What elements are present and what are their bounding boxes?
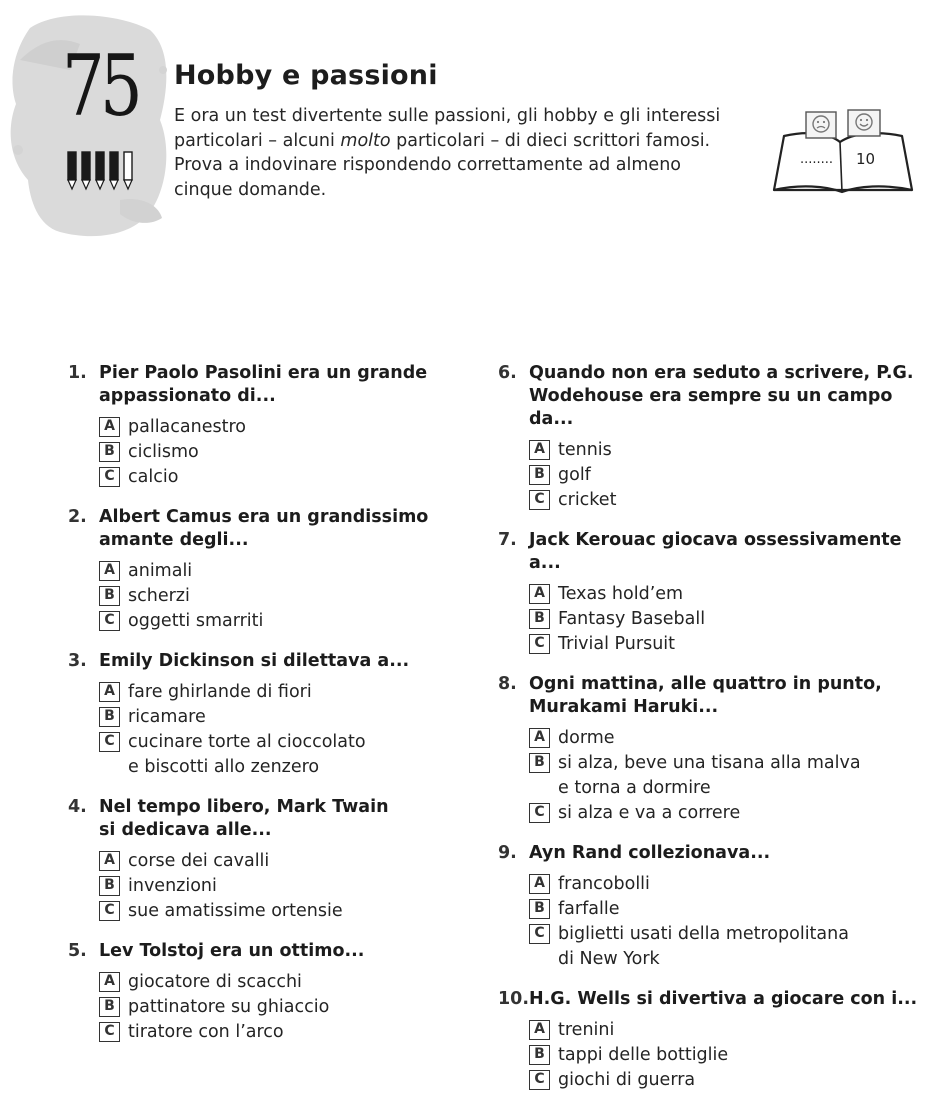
answer-options — [99, 849, 468, 924]
answer-option[interactable] — [99, 995, 468, 1020]
answer-letter-box[interactable]: A — [99, 417, 120, 437]
answer-letter-box[interactable]: B — [99, 876, 120, 896]
question-number: 8. — [498, 674, 517, 694]
answer-letter-box[interactable]: A — [529, 440, 550, 460]
answer-text: Trivial Pursuit — [558, 634, 676, 654]
answer-option[interactable] — [99, 609, 468, 634]
answer-options — [99, 680, 468, 780]
answer-text: trenini — [558, 1020, 615, 1040]
answer-options — [529, 438, 918, 513]
answer-option[interactable] — [529, 1018, 918, 1043]
question-text: H.G. Wells si divertiva a giocare con i... — [529, 989, 918, 1009]
intro-text — [174, 104, 734, 202]
answer-letter-box[interactable]: A — [99, 972, 120, 992]
pencil-filled-icon — [68, 152, 76, 189]
answer-text: scherzi — [128, 586, 190, 606]
answer-text: ciclismo — [128, 442, 199, 462]
question-header — [498, 842, 918, 865]
answer-option[interactable] — [529, 632, 918, 657]
answer-options — [99, 559, 468, 634]
question-header — [68, 650, 468, 673]
question-8 — [498, 673, 918, 826]
question-4 — [68, 796, 468, 924]
answer-text: sue amatissime ortensie — [128, 901, 343, 921]
page-title: Hobby e passioni — [174, 60, 438, 91]
answer-option[interactable] — [529, 488, 918, 513]
answer-text: oggetti smarriti — [128, 611, 264, 631]
questions-left-column — [68, 362, 468, 1061]
answer-text: si alza e va a correre — [558, 803, 741, 823]
answer-option[interactable] — [529, 801, 918, 826]
answer-option[interactable] — [529, 1043, 918, 1068]
question-number: 2. — [68, 507, 87, 527]
answer-letter-box[interactable]: B — [99, 586, 120, 606]
answer-letter-box[interactable]: C — [99, 467, 120, 487]
answer-text: farfalle — [558, 899, 620, 919]
question-header — [498, 988, 918, 1011]
score-blank[interactable]: ........ — [800, 152, 834, 167]
answer-text: biglietti usati della metropolitana di New York — [558, 924, 849, 969]
answer-letter-box[interactable]: C — [529, 490, 550, 510]
pencil-filled-icon — [96, 152, 104, 189]
answer-options — [529, 726, 918, 826]
answer-text: Fantasy Baseball — [558, 609, 706, 629]
answer-option[interactable] — [529, 872, 918, 897]
answer-option[interactable] — [99, 874, 468, 899]
question-header — [68, 796, 468, 842]
answer-text: pattinatore su ghiaccio — [128, 997, 330, 1017]
answer-option[interactable] — [99, 1020, 468, 1045]
question-number: 1. — [68, 363, 87, 383]
answer-letter-box[interactable]: B — [99, 707, 120, 727]
answer-option[interactable] — [99, 970, 468, 995]
answer-text: dorme — [558, 728, 615, 748]
pencil-empty-icon — [124, 152, 132, 189]
answer-letter-box[interactable]: B — [529, 899, 550, 919]
pencil-filled-icon — [110, 152, 118, 189]
answer-letter-box[interactable]: C — [99, 901, 120, 921]
question-header — [498, 362, 918, 431]
answer-option[interactable] — [99, 415, 468, 440]
happy-face-icon — [848, 110, 880, 136]
answer-options — [99, 970, 468, 1045]
answer-option[interactable] — [529, 607, 918, 632]
answer-letter-box[interactable]: A — [529, 874, 550, 894]
answer-option[interactable] — [529, 463, 918, 488]
answer-option[interactable] — [529, 726, 918, 751]
answer-text: cucinare torte al cioccolato e biscotti allo zenzero — [128, 732, 366, 777]
answer-letter-box[interactable]: B — [529, 1045, 550, 1065]
answer-text: Texas hold’em — [558, 584, 684, 604]
question-text: Pier Paolo Pasolini era un grande appassionato di... — [99, 363, 428, 406]
question-header — [68, 940, 468, 963]
page-number: 75 — [62, 37, 138, 135]
answer-option[interactable] — [99, 849, 468, 874]
question-number: 6. — [498, 363, 517, 383]
answer-letter-box[interactable]: A — [529, 1020, 550, 1040]
question-text: Ogni mattina, alle quattro in punto, Murakami Haruki... — [529, 674, 882, 717]
answer-option[interactable] — [99, 584, 468, 609]
answer-letter-box[interactable]: A — [99, 682, 120, 702]
answer-option[interactable] — [99, 705, 468, 730]
question-text: Albert Camus era un grandissimo amante degli... — [99, 507, 429, 550]
question-6 — [498, 362, 918, 513]
question-2 — [68, 506, 468, 634]
answer-options — [99, 415, 468, 490]
question-10 — [498, 988, 918, 1093]
answer-option[interactable] — [529, 897, 918, 922]
intro-emphasis: molto — [340, 130, 391, 151]
answer-letter-box[interactable]: B — [99, 997, 120, 1017]
answer-text: tiratore con l’arco — [128, 1022, 284, 1042]
question-text: Quando non era seduto a scrivere, P.G. Wodehouse era sempre su un campo da... — [529, 363, 914, 429]
open-book-icon — [770, 108, 916, 198]
answer-option[interactable] — [529, 1068, 918, 1093]
answer-text: corse dei cavalli — [128, 851, 270, 871]
answer-option[interactable] — [529, 751, 918, 801]
answer-letter-box[interactable]: A — [529, 584, 550, 604]
question-5 — [68, 940, 468, 1045]
question-number: 10. — [498, 989, 530, 1009]
question-number: 7. — [498, 530, 517, 550]
question-3 — [68, 650, 468, 780]
intro-text-part2: particolari – di dieci scrittori famosi. Prova a indovinare rispondendo correttamente ad almeno cinque domande. — [174, 130, 711, 200]
answer-option[interactable] — [99, 559, 468, 584]
question-header — [498, 673, 918, 719]
answer-letter-box[interactable]: B — [529, 465, 550, 485]
question-7 — [498, 529, 918, 657]
answer-options — [529, 1018, 918, 1093]
answer-letter-box[interactable]: C — [529, 634, 550, 654]
pencil-filled-icon — [82, 152, 90, 189]
answer-option[interactable] — [99, 465, 468, 490]
answer-text: ricamare — [128, 707, 206, 727]
question-header — [68, 506, 468, 552]
answer-letter-box[interactable]: C — [99, 1022, 120, 1042]
answer-letter-box[interactable]: A — [99, 851, 120, 871]
sad-face-icon — [806, 112, 836, 138]
answer-text: cricket — [558, 490, 617, 510]
question-number: 5. — [68, 941, 87, 961]
difficulty-pencils — [66, 150, 138, 196]
answer-text: pallacanestro — [128, 417, 246, 437]
answer-text: invenzioni — [128, 876, 217, 896]
question-9 — [498, 842, 918, 972]
answer-text: tappi delle bottiglie — [558, 1045, 729, 1065]
answer-letter-box[interactable]: C — [529, 924, 550, 944]
answer-letter-box[interactable]: A — [529, 728, 550, 748]
answer-letter-box[interactable]: C — [99, 611, 120, 631]
answer-letter-box[interactable]: B — [99, 442, 120, 462]
question-text: Lev Tolstoj era un ottimo... — [99, 941, 365, 961]
question-number: 9. — [498, 843, 517, 863]
answer-letter-box[interactable]: C — [99, 732, 120, 752]
answer-text: giochi di guerra — [558, 1070, 696, 1090]
question-text: Ayn Rand collezionava... — [529, 843, 771, 863]
answer-option[interactable] — [99, 440, 468, 465]
question-text: Emily Dickinson si dilettava a... — [99, 651, 410, 671]
answer-option[interactable] — [529, 438, 918, 463]
answer-options — [529, 872, 918, 972]
answer-text: fare ghirlande di fiori — [128, 682, 312, 702]
answer-option[interactable] — [529, 922, 918, 972]
question-header — [68, 362, 468, 408]
answer-option[interactable] — [99, 899, 468, 924]
answer-text: animali — [128, 561, 193, 581]
questions-right-column — [498, 362, 918, 1109]
score-total: 10 — [856, 150, 876, 168]
answer-letter-box[interactable]: C — [529, 1070, 550, 1090]
answer-letter-box[interactable]: A — [99, 561, 120, 581]
answer-option[interactable] — [529, 582, 918, 607]
answer-text: calcio — [128, 467, 179, 487]
answer-letter-box[interactable]: B — [529, 753, 550, 773]
answer-text: si alza, beve una tisana alla malva e torna a dormire — [558, 753, 861, 798]
question-header — [498, 529, 918, 575]
answer-text: giocatore di scacchi — [128, 972, 302, 992]
score-widget — [770, 108, 916, 198]
question-1 — [68, 362, 468, 490]
question-number: 3. — [68, 651, 87, 671]
answer-text: golf — [558, 465, 591, 485]
answer-text: tennis — [558, 440, 612, 460]
intro-text-part1: E ora un test divertente sulle passioni, gli hobby e gli interessi particolari – alcuni — [174, 106, 721, 151]
question-text: Jack Kerouac giocava ossessivamente a... — [529, 530, 902, 573]
answer-option[interactable] — [99, 680, 468, 705]
answer-letter-box[interactable]: B — [529, 609, 550, 629]
answer-option[interactable] — [99, 730, 468, 780]
question-text: Nel tempo libero, Mark Twain si dedicava alle... — [99, 797, 389, 840]
answer-options — [529, 582, 918, 657]
answer-text: francobolli — [558, 874, 650, 894]
question-number: 4. — [68, 797, 87, 817]
answer-letter-box[interactable]: C — [529, 803, 550, 823]
